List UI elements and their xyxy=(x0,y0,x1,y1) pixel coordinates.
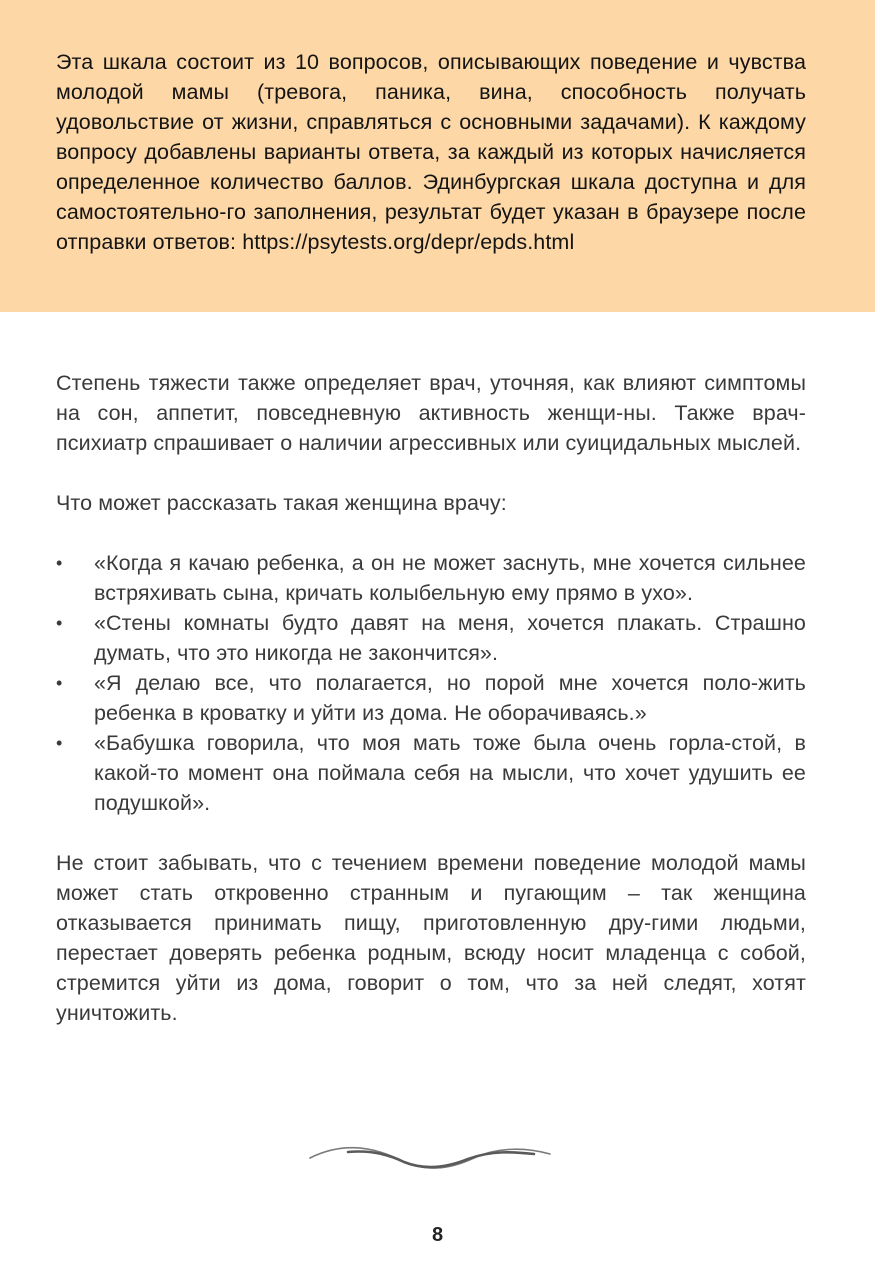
quote-text: «Бабушка говорила, что моя мать тоже была очень горла-стой, в какой-то момент она поймала себя на мысли, что хочет удушить ее подушкой». xyxy=(94,731,806,815)
info-callout xyxy=(0,0,875,312)
quotes-list xyxy=(56,548,806,818)
quote-text: «Я делаю все, что полагается, но порой мне хочется поло-жить ребенка в кроватку и уйти из дома. Не оборачиваясь.» xyxy=(94,671,806,725)
main-content xyxy=(56,368,806,1028)
spacer xyxy=(56,458,806,488)
quote-text: «Стены комнаты будто давят на меня, хочется плакать. Страшно думать, что это никогда не закончится». xyxy=(94,611,806,665)
spacer xyxy=(56,818,806,848)
paragraph-closing: Не стоит забывать, что с течением времени поведение молодой мамы может стать откровенно странным и пугающим – так женщина отказывается принимать пищу, приготовленную дру-гими людьми, перестает доверять ребенка родным, всюду носит младенца с собой, стремится уйти из дома, говорит о том, что за ней следят, хотят уничтожить. xyxy=(56,851,806,1025)
callout-text: Эта шкала состоит из 10 вопросов, описывающих поведение и чувства молодой мамы (тревога, паника, вина, способность получать удовольствие от жизни, справляться с основными задачами). К каждому вопросу добавлены варианты ответа, за каждый из которых начисляется определенное количество баллов. Эдинбургская шкала доступна и для самостоятельно-го заполнения, результат будет указан в браузере после отправки ответов: https://psytests.org/depr/epds.html xyxy=(56,50,806,254)
wave-divider-icon xyxy=(308,1142,552,1174)
paragraph-intro: Что может рассказать такая женщина врачу: xyxy=(56,491,507,515)
bullet-icon: • xyxy=(56,553,63,573)
bullet-icon: • xyxy=(56,613,63,633)
list-item xyxy=(56,608,806,668)
paragraph-severity: Степень тяжести также определяет врач, уточняя, как влияют симптомы на сон, аппетит, повседневную активность женщи-ны. Также врач-психиатр спрашивает о наличии агрессивных или суицидальных мыслей. xyxy=(56,371,806,455)
bullet-icon: • xyxy=(56,733,63,753)
list-item xyxy=(56,728,806,818)
list-item xyxy=(56,548,806,608)
spacer xyxy=(56,518,806,548)
page-number: 8 xyxy=(431,1224,444,1246)
quote-text: «Когда я качаю ребенка, а он не может заснуть, мне хочется сильнее встряхивать сына, кричать колыбельную ему прямо в ухо». xyxy=(94,551,806,605)
bullet-icon: • xyxy=(56,673,63,693)
list-item xyxy=(56,668,806,728)
